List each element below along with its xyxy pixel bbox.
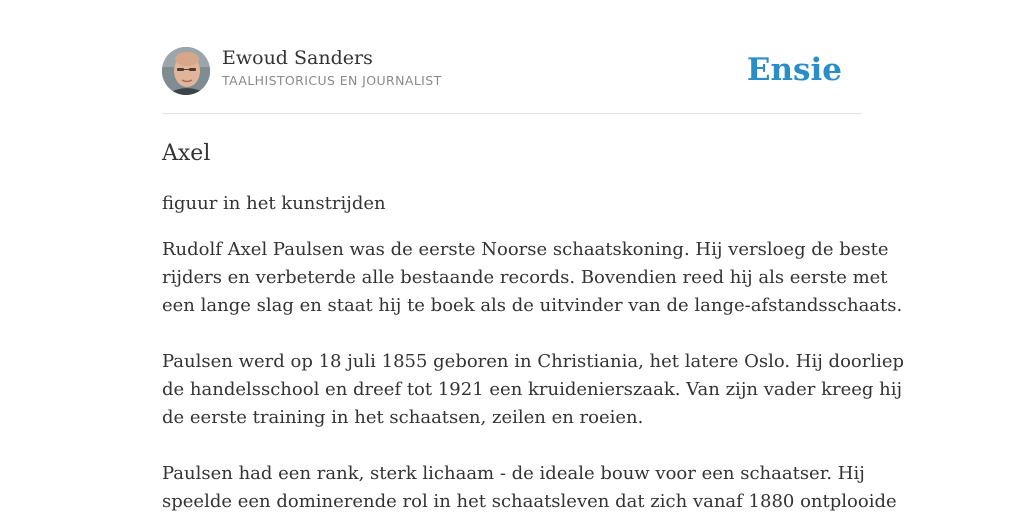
text-line: Rudolf Axel Paulsen was de eerste Noorse schaatskoning. Hij versloeg de beste — [162, 239, 889, 260]
text-line: rijders en verbeterde alle bestaande records. Bovendien reed hij als eerste met — [162, 267, 888, 288]
author-name[interactable]: Ewoud Sanders — [222, 47, 373, 69]
text-line: de handelsschool en dreef tot 1921 een kruidenierszaak. Van zijn vader kreeg hij — [162, 379, 903, 400]
paragraph — [162, 460, 897, 512]
brand-logo-link[interactable]: Ensie — [746, 52, 842, 88]
text-line: de eerste training in het schaatsen, zeilen en roeien. — [162, 407, 644, 428]
page-title: Axel — [162, 141, 211, 166]
paragraph — [162, 236, 903, 320]
text-line: Paulsen had een rank, sterk lichaam - de ideale bouw voor een schaatser. Hij — [162, 463, 865, 484]
author-photo-icon — [162, 47, 210, 95]
text-line: een lange slag en staat hij te boek als de uitvinder van de lange-afstandsschaats. — [162, 295, 903, 316]
text-line: speelde een dominerende rol in het schaatsleven dat zich vanaf 1880 ontplooide — [162, 491, 897, 512]
text-line: Paulsen werd op 18 juli 1855 geboren in Christiania, het latere Oslo. Hij doorliep — [162, 351, 905, 372]
article-body — [162, 236, 905, 512]
author-role: TAALHISTORICUS EN JOURNALIST — [222, 73, 442, 88]
page-subtitle: figuur in het kunstrijden — [162, 193, 386, 214]
paragraph — [162, 348, 905, 432]
author-info — [222, 47, 442, 89]
author-header — [162, 46, 862, 114]
article-page — [162, 0, 905, 512]
avatar[interactable] — [162, 47, 210, 95]
